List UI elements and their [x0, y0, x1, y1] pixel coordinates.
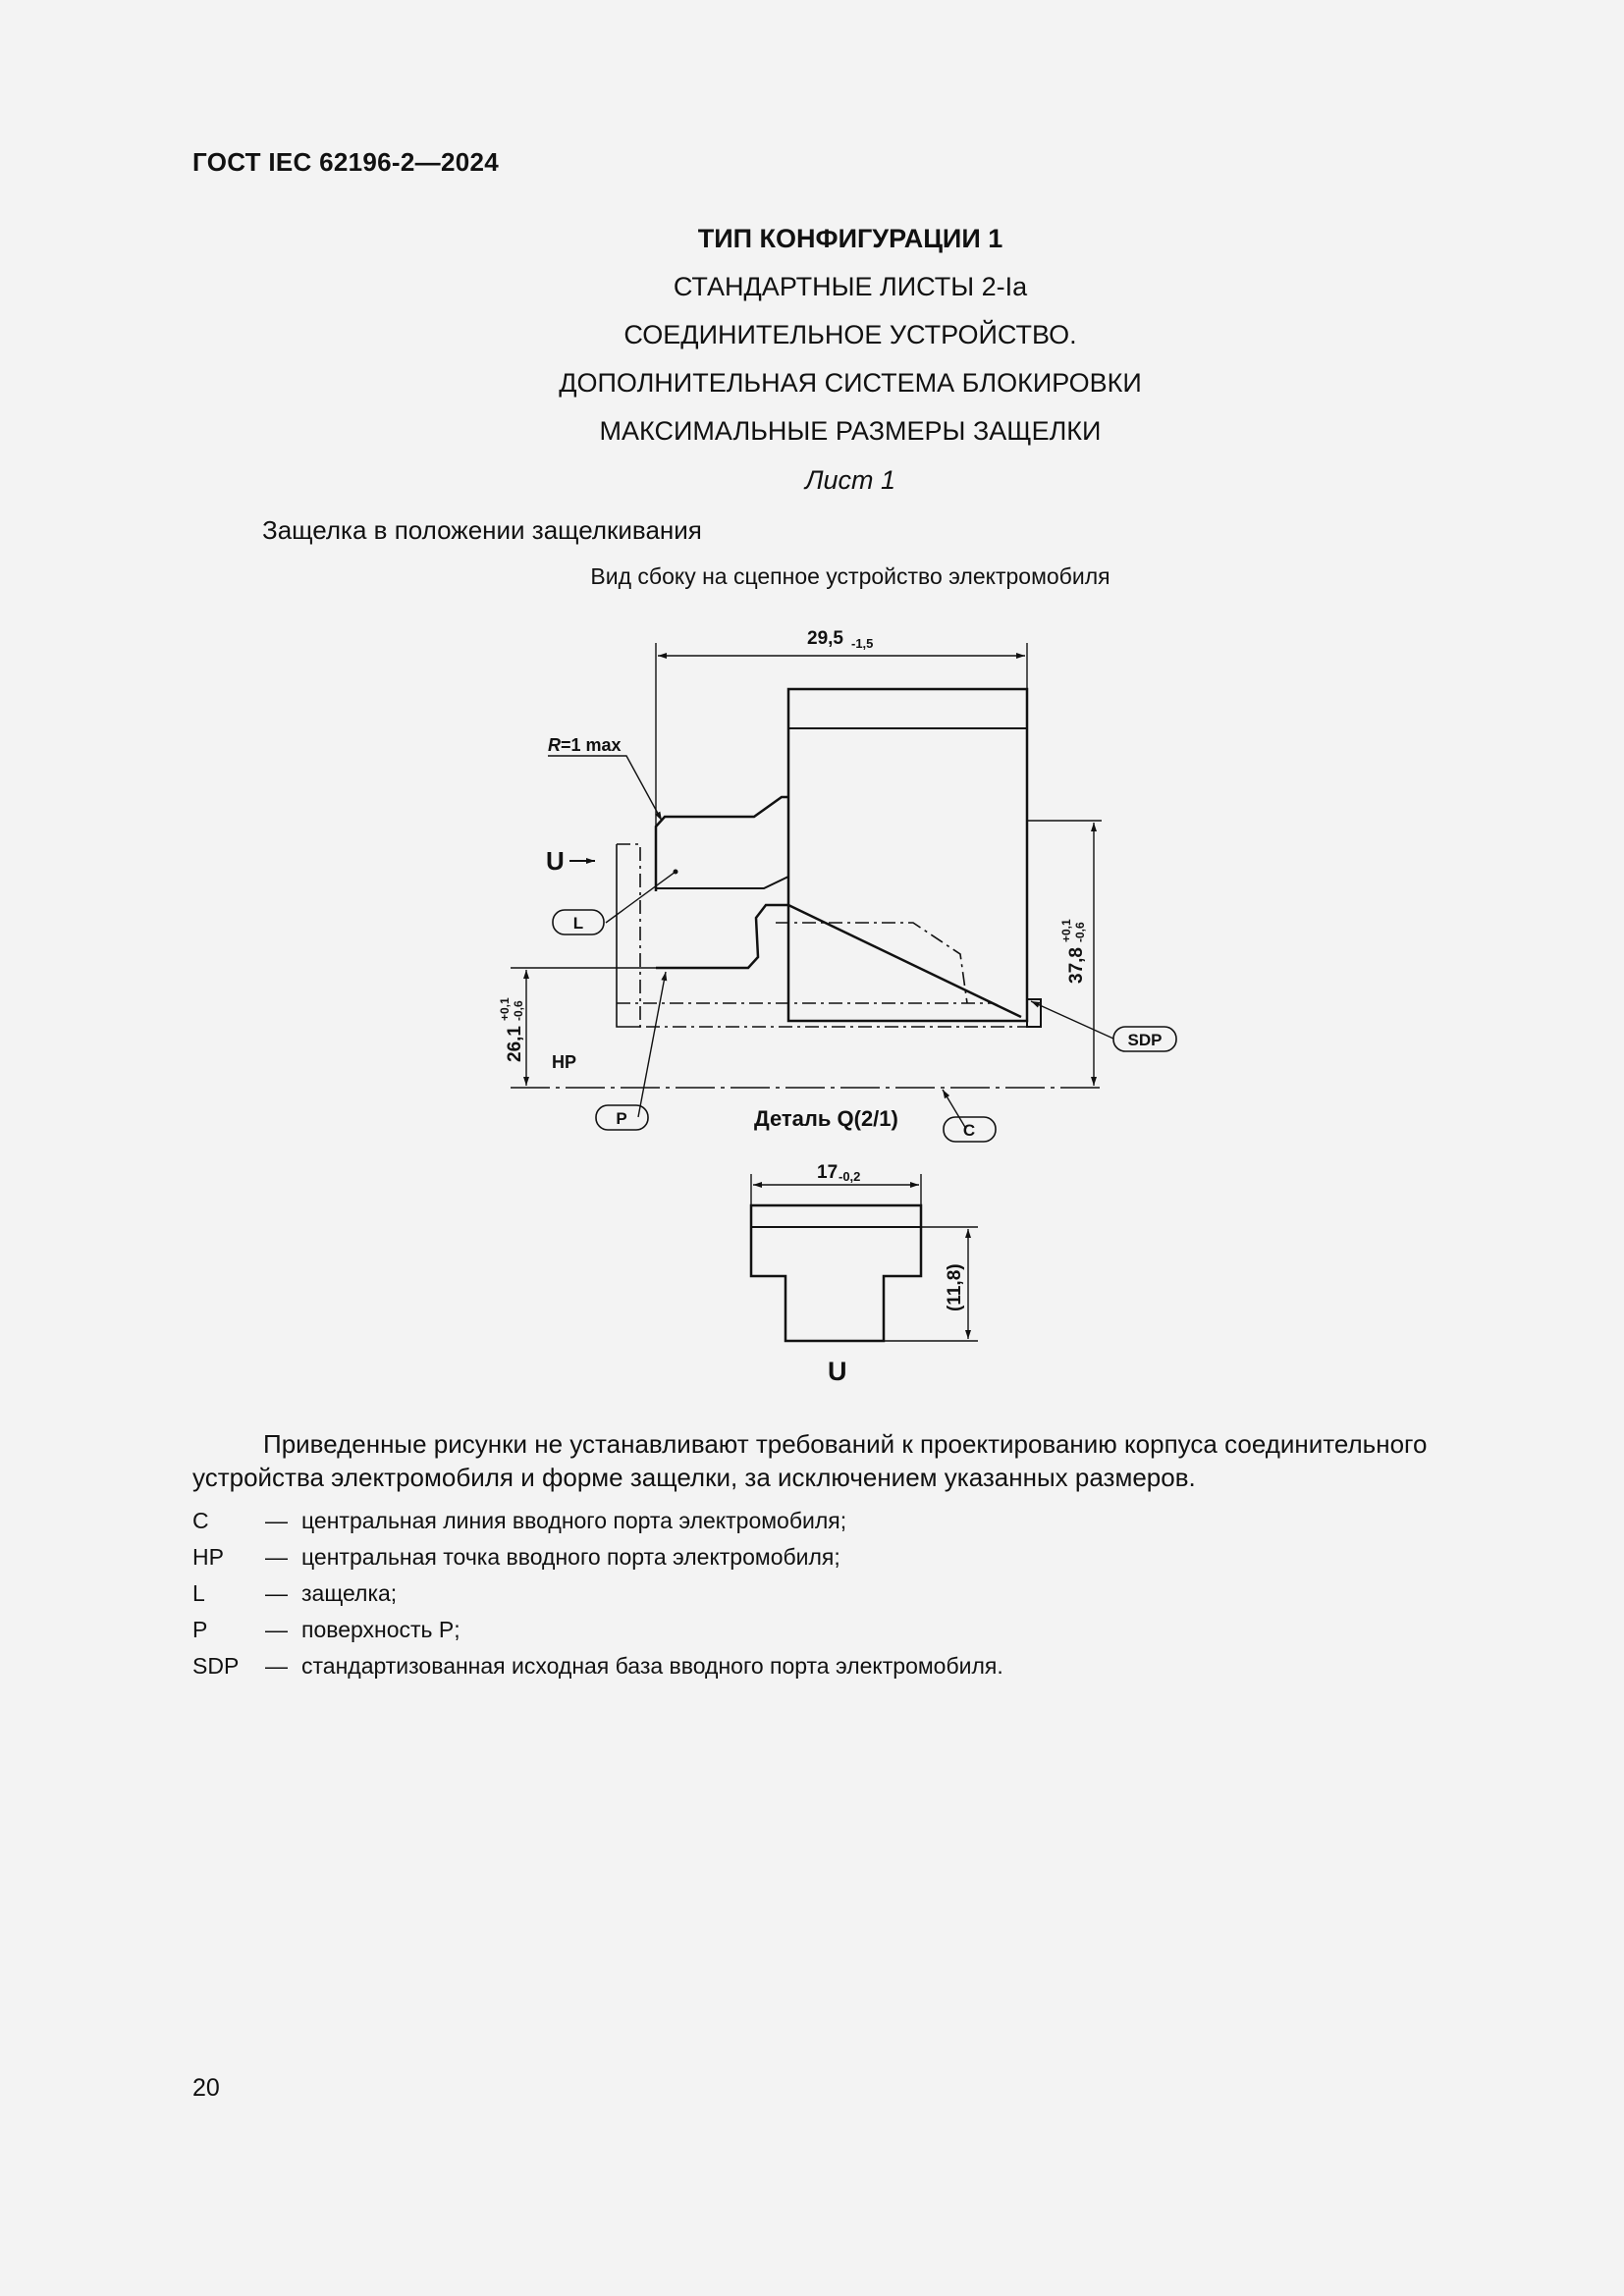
- dim-detail-height-value: (11,8): [945, 1263, 965, 1311]
- callout-sdp-leader: [1031, 1001, 1113, 1039]
- legend-desc: поверхность P;: [301, 1617, 460, 1642]
- sloped-surface: [788, 905, 1021, 1017]
- detail-u-outline: [751, 1205, 921, 1341]
- legend-desc: центральная линия вводного порта электромобиля;: [301, 1508, 847, 1533]
- latch-middle-line: [656, 877, 788, 888]
- body-outline: [788, 689, 1027, 1021]
- mating-plate: [617, 844, 640, 1027]
- dim-height-right-value: 37,8: [1066, 947, 1087, 984]
- legend-term: L: [192, 1580, 205, 1606]
- latch-top-profile: [656, 797, 788, 891]
- callout-c-text: C: [962, 1121, 976, 1140]
- legend-term: HP: [192, 1544, 224, 1570]
- dim-main-width-tol: -1,5: [851, 636, 874, 651]
- legend-dash: —: [265, 1580, 288, 1606]
- dim-detail-width-tol: -0,2: [839, 1169, 861, 1184]
- note-paragraph: Приведенные рисунки не устанавливают требований к проектированию корпуса соединительного устройства электромобиля и форме защелки, за исключением указанных размеров.: [192, 1429, 1428, 1492]
- callout-sdp-text: SDP: [1127, 1031, 1163, 1049]
- dim-height-left-value: 26,1: [505, 1026, 525, 1062]
- side-view-label: Вид сбоку на сцепное устройство электромобиля: [590, 563, 1110, 589]
- callout-l-text: L: [572, 914, 584, 933]
- dim-height-right-tol-up: +0,1: [1059, 919, 1073, 942]
- legend-desc: защелка;: [301, 1580, 398, 1606]
- sdp-block: [1027, 999, 1041, 1027]
- sheet-number: Лист 1: [804, 465, 896, 495]
- legend-dash: —: [265, 1617, 288, 1642]
- callout-p-leader: [638, 972, 666, 1117]
- legend-term: C: [192, 1508, 209, 1533]
- legend-dash: —: [265, 1544, 288, 1570]
- detail-label: Деталь Q(2/1): [754, 1106, 898, 1131]
- hp-label: HP: [552, 1052, 577, 1072]
- radius-value: =1 max: [561, 735, 622, 755]
- radius-symbol: R: [548, 735, 561, 755]
- title-connecting-device: СОЕДИНИТЕЛЬНОЕ УСТРОЙСТВО.: [623, 320, 1077, 349]
- legend-desc: центральная точка вводного порта электромобиля;: [301, 1544, 840, 1570]
- svg-text:R=1 max: [548, 735, 622, 755]
- dim-main-width-value: 29,5: [807, 628, 843, 649]
- legend-term: SDP: [192, 1653, 240, 1679]
- detail-view-label: U: [828, 1357, 847, 1386]
- title-configuration: ТИП КОНФИГУРАЦИИ 1: [697, 224, 1003, 253]
- latch-position-label: Защелка в положении защелкивания: [262, 515, 702, 545]
- dim-detail-width-value: 17: [817, 1162, 839, 1183]
- document-header: ГОСТ IEC 62196-2—2024: [192, 147, 499, 177]
- callout-p-text: P: [616, 1109, 627, 1128]
- title-latch-dimensions: МАКСИМАЛЬНЫЕ РАЗМЕРЫ ЗАЩЕЛКИ: [599, 416, 1102, 446]
- page-number: 20: [192, 2074, 220, 2102]
- legend-dash: —: [265, 1653, 288, 1679]
- radius-leader: [548, 756, 662, 821]
- dim-height-left-tol-up: +0,1: [498, 997, 512, 1021]
- view-arrow-label: U: [546, 846, 565, 876]
- title-locking-system: ДОПОЛНИТЕЛЬНАЯ СИСТЕМА БЛОКИРОВКИ: [559, 368, 1142, 398]
- dim-height-right-tol-down: -0,6: [1073, 922, 1087, 942]
- ghost-outline-latch: [776, 923, 967, 1003]
- ghost-outline-left: [617, 844, 1027, 1027]
- legend-desc: стандартизованная исходная база вводного порта электромобиля.: [301, 1653, 1003, 1679]
- title-standard-sheets: СТАНДАРТНЫЕ ЛИСТЫ 2-Ia: [673, 272, 1028, 301]
- legend-dash: —: [265, 1508, 288, 1533]
- latch-bottom-profile: [656, 905, 788, 968]
- legend-term: P: [192, 1617, 208, 1642]
- dim-height-left-tol-down: -0,6: [512, 1000, 525, 1021]
